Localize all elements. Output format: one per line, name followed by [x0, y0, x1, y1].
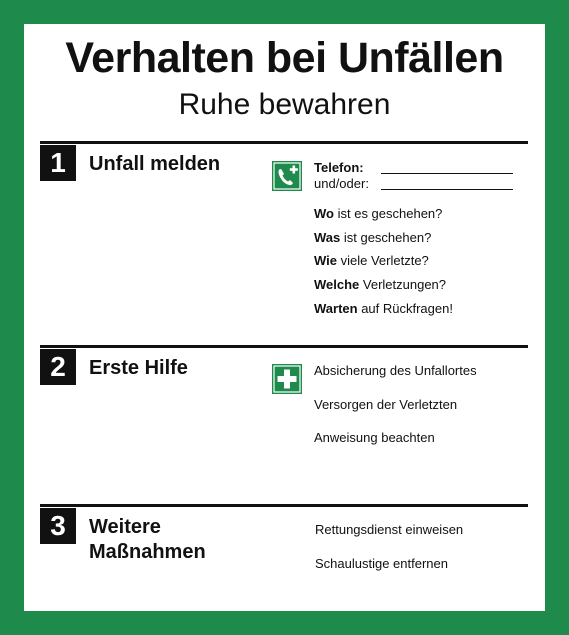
section-2-divider: [40, 345, 528, 348]
emergency-phone-icon: [272, 161, 302, 191]
section-3-divider: [40, 504, 528, 507]
first-aid-item: Versorgen der Verletzten: [314, 397, 458, 412]
section-1-heading: Unfall melden: [89, 153, 221, 175]
question-item: Wo ist es geschehen?: [314, 206, 443, 221]
sign-subtitle: Ruhe bewahren: [178, 88, 391, 121]
section-3-heading: [89, 515, 206, 565]
first-aid-item: Absicherung des Unfallortes: [314, 363, 477, 378]
section-3-heading-line1: Weitere: [89, 516, 161, 538]
measure-item: Rettungsdienst einweisen: [315, 522, 464, 537]
measure-item: Schaulustige entfernen: [315, 556, 448, 571]
first-aid-cross-icon: [272, 364, 302, 394]
phone-blank-line: [381, 173, 513, 174]
section-3-number: 3: [40, 508, 76, 544]
section-3-heading-line2: Maßnahmen: [89, 541, 206, 563]
section-1-number: 1: [40, 145, 76, 181]
alt-contact-label: und/oder:: [314, 176, 369, 191]
section-2-number: 2: [40, 349, 76, 385]
question-item: Warten auf Rückfragen!: [314, 301, 453, 316]
alt-contact-blank-line: [381, 189, 513, 190]
section-2-heading: Erste Hilfe: [89, 357, 188, 379]
first-aid-item: Anweisung beachten: [314, 430, 435, 445]
question-item: Was ist geschehen?: [314, 230, 432, 245]
phone-label: Telefon:: [314, 160, 364, 175]
section-1-divider: [40, 141, 528, 144]
question-item: Welche Verletzungen?: [314, 277, 447, 292]
sign-title: Verhalten bei Unfällen: [65, 34, 504, 82]
question-item: Wie viele Verletzte?: [314, 253, 429, 268]
